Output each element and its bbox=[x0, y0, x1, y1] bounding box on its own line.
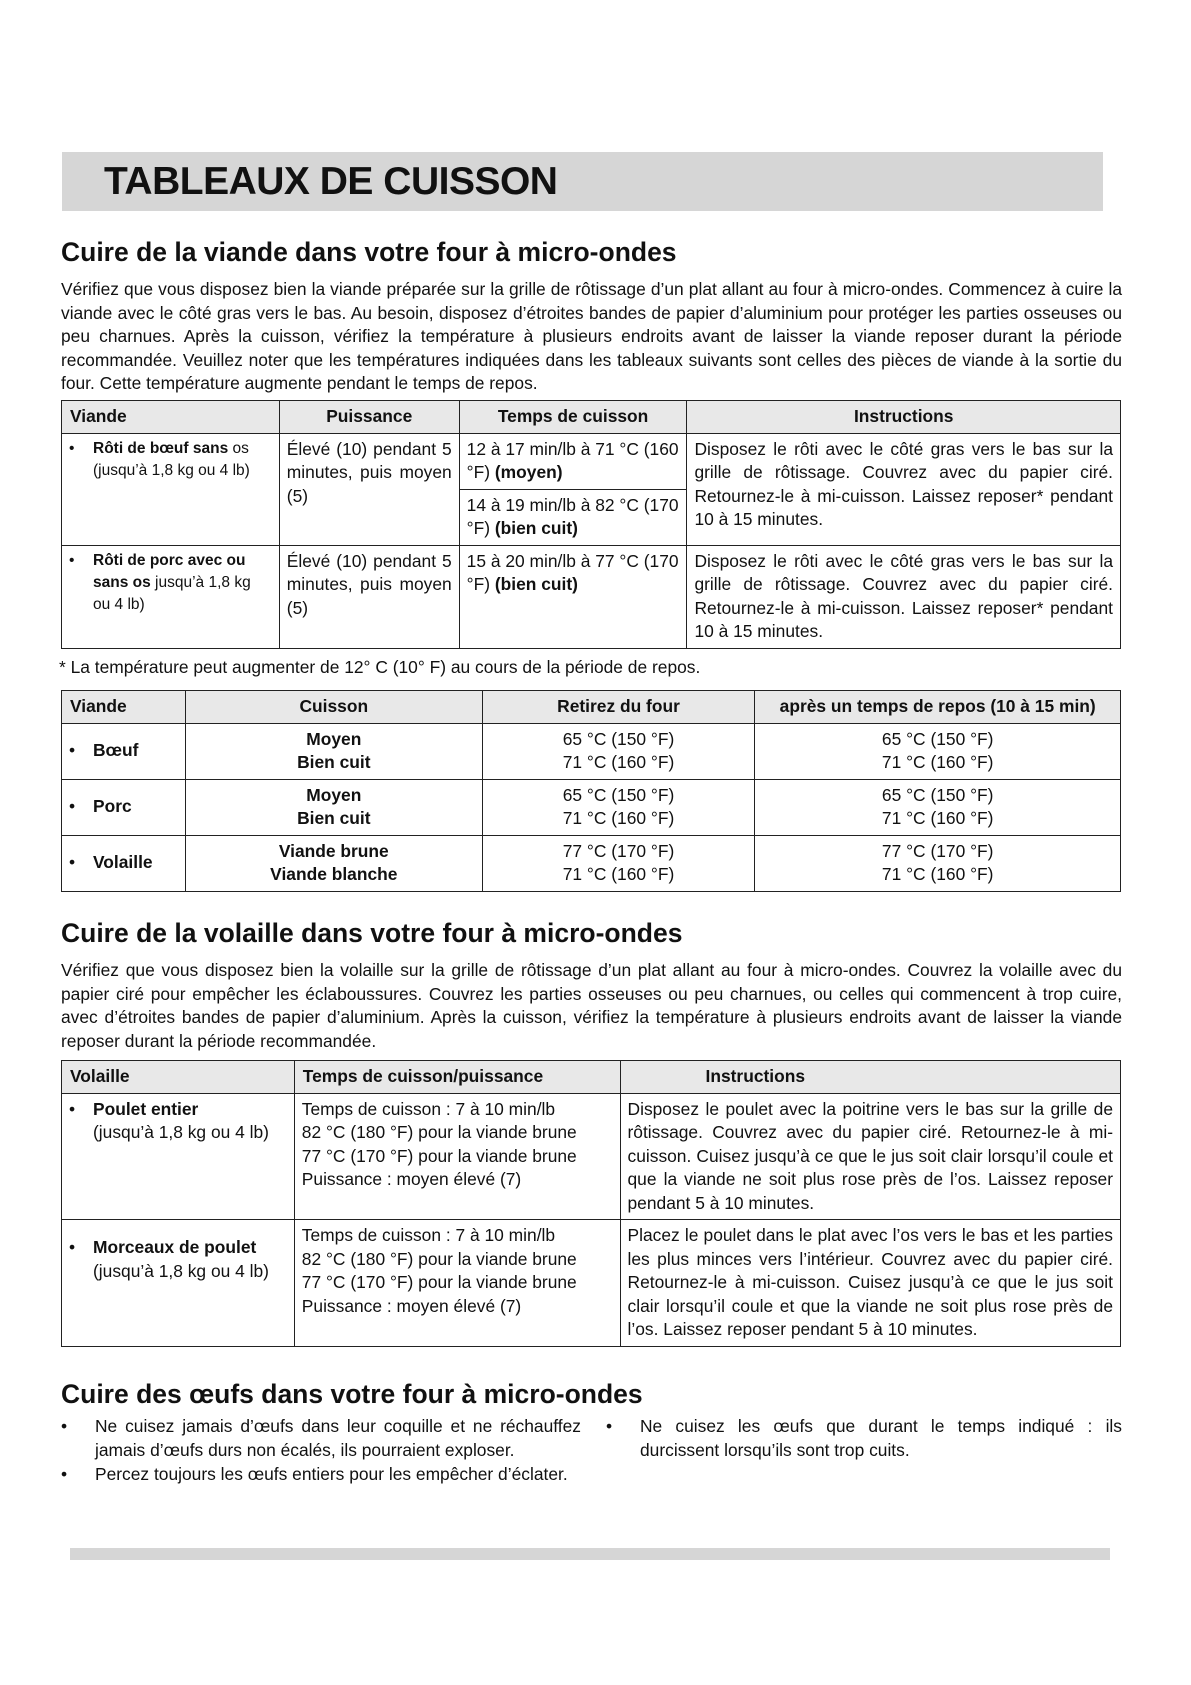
cuisson-1: Viande brune bbox=[278, 840, 389, 861]
tip-text: Percez toujours les œufs entiers pour les empêcher d’éclater. bbox=[95, 1464, 568, 1484]
table-header-row bbox=[62, 691, 1121, 724]
time-line: Temps de cuisson : 7 à 10 min/lb bbox=[301, 1225, 556, 1245]
time-text: 14 à 19 min/lb à 82 °C (170 °F) bbox=[466, 494, 679, 538]
table-row bbox=[62, 723, 1121, 779]
list-item bbox=[61, 1463, 581, 1487]
col-header-repos: après un temps de repos (10 à 15 min) bbox=[755, 691, 1121, 724]
cuisson-cell bbox=[185, 723, 482, 779]
meat-name: Porc bbox=[93, 796, 132, 817]
bullet: • bbox=[606, 1416, 613, 1436]
rest-temp-2: 71 °C (160 °F) bbox=[881, 864, 994, 884]
table-row bbox=[62, 835, 1121, 891]
instructions-cell: Disposez le rôti avec le côté gras vers le bas sur la grille de rôtissage. Couvrez avec du papier ciré. Retournez-le à mi-cuisson. Laissez reposer* pendant 10 à 15 minutes. bbox=[687, 545, 1121, 648]
footer-bar bbox=[70, 1548, 1110, 1560]
table-header-row bbox=[62, 1061, 1121, 1094]
time-cell bbox=[459, 433, 687, 489]
cuisson-2: Bien cuit bbox=[297, 808, 371, 828]
time-text: 15 à 20 min/lb à 77 °C (170 °F) bbox=[466, 550, 679, 594]
table-row bbox=[62, 1093, 1121, 1220]
time-cell bbox=[459, 489, 687, 545]
time-text: 12 à 17 min/lb à 71 °C (160 °F) bbox=[466, 438, 679, 482]
title-banner bbox=[62, 152, 1103, 211]
rest-temp-1: 65 °C (150 °F) bbox=[881, 728, 994, 749]
bullet: • bbox=[61, 1416, 68, 1436]
meat-detail: os (jusqu’à 1,8 kg ou 4 lb) bbox=[93, 439, 250, 479]
rest-temp-1: 77 °C (170 °F) bbox=[881, 840, 994, 861]
temp-line: 77 °C (170 °F) pour la viande brune bbox=[301, 1145, 577, 1166]
power-line: Puissance : moyen élevé (7) bbox=[301, 1169, 522, 1189]
rest-temp-2: 71 °C (160 °F) bbox=[881, 808, 994, 828]
meat-name: Rôti de porc avec ou sans os bbox=[93, 551, 246, 591]
cuisson-cell bbox=[185, 779, 482, 835]
cuisson-2: Bien cuit bbox=[297, 752, 371, 772]
bullet: • bbox=[61, 1464, 68, 1484]
footnote: * La température peut augmenter de 12° C (10° F) au cours de la période de repos. bbox=[59, 657, 701, 677]
temperature-table bbox=[61, 690, 1121, 892]
meat-roast-table bbox=[61, 400, 1121, 649]
tip-text: Ne cuisez les œufs que durant le temps indiqué : ils durcissent lorsqu’ils sont trop cuits. bbox=[640, 1416, 1122, 1460]
power-cell: Élevé (10) pendant 5 minutes, puis moyen (5) bbox=[279, 433, 459, 545]
poultry-table bbox=[61, 1060, 1121, 1347]
meat-name: Volaille bbox=[93, 852, 153, 873]
remove-temp-2: 71 °C (160 °F) bbox=[562, 808, 675, 828]
eggs-heading: Cuire des œufs dans votre four à micro-ondes bbox=[61, 1379, 643, 1409]
remove-temp-1: 65 °C (150 °F) bbox=[562, 784, 675, 805]
col-header-temps: Temps de cuisson bbox=[459, 401, 687, 434]
meat-name: Bœuf bbox=[93, 740, 139, 761]
cuisson-2: Viande blanche bbox=[270, 864, 398, 884]
meat-cell: • Bœuf bbox=[62, 723, 186, 779]
rest-temp-1: 65 °C (150 °F) bbox=[881, 784, 994, 805]
time-power-cell bbox=[294, 1220, 620, 1347]
temp-line: 77 °C (170 °F) pour la viande brune bbox=[301, 1272, 577, 1292]
col-header-cuisson: Cuisson bbox=[185, 691, 482, 724]
col-header-puissance: Puissance bbox=[279, 401, 459, 434]
instructions-cell: Disposez le poulet avec la poitrine vers le bas sur la grille de rôtissage. Couvrez avec du papier ciré. Retournez-le à mi-cuisson. Cuisez jusqu’à ce que le jus soit clair lorsqu’il coule et que la viande ne soit plus rose près de l’os. Laissez reposer pendant 5 à 10 minutes. bbox=[620, 1093, 1120, 1220]
table-row bbox=[62, 433, 1121, 489]
rest-cell bbox=[755, 723, 1121, 779]
instructions-cell: Disposez le rôti avec le côté gras vers le bas sur la grille de rôtissage. Couvrez avec du papier ciré. Retournez-le à mi-cuisson. Laissez reposer* pendant 10 à 15 minutes. bbox=[687, 433, 1121, 545]
poultry-detail: (jusqu’à 1,8 kg ou 4 lb) bbox=[93, 1260, 269, 1281]
col-header-instructions: Instructions bbox=[687, 401, 1121, 434]
cuisson-1: Moyen bbox=[306, 728, 362, 749]
col-header-retirez: Retirez du four bbox=[482, 691, 755, 724]
remove-temp-2: 71 °C (160 °F) bbox=[562, 752, 675, 772]
poultry-cell: • Poulet entier (jusqu’à 1,8 kg ou 4 lb) bbox=[62, 1093, 295, 1220]
poultry-name: Morceaux de poulet bbox=[93, 1237, 257, 1257]
meat-paragraph: Vérifiez que vous disposez bien la viande préparée sur la grille de rôtissage d’un plat allant au four à micro-ondes. Commencez à cuire la viande avec le côté gras vers le bas. Au besoin, disposez d’étroites bandes de papier d’aluminium pour protéger les parties osseuses ou peu charnues. Après la cuisson, vérifiez la température à plusieurs endroits avant de laisser la viande reposer durant la période recommandée. Veuillez noter que les températures indiquées dans les tableaux suivants sont celles des pièces de viande à la sortie du four. Cette température augmente pendant le temps de repos. bbox=[61, 279, 1122, 393]
col-header-instructions: Instructions bbox=[620, 1061, 1120, 1094]
remove-temp-1: 65 °C (150 °F) bbox=[562, 728, 675, 749]
poultry-name: Poulet entier bbox=[93, 1098, 199, 1119]
rest-cell bbox=[755, 779, 1121, 835]
power-cell: Élevé (10) pendant 5 minutes, puis moyen (5) bbox=[279, 545, 459, 648]
col-header-volaille: Volaille bbox=[62, 1061, 295, 1094]
col-header-temps-puissance: Temps de cuisson/puissance bbox=[294, 1061, 620, 1094]
list-item bbox=[606, 1415, 1122, 1462]
tip-text: Ne cuisez jamais d’œufs dans leur coquille et ne réchauffez jamais d’œufs durs non écalés, ils pourraient exploser. bbox=[95, 1416, 581, 1460]
table-row bbox=[62, 1220, 1121, 1347]
remove-cell bbox=[482, 835, 755, 891]
time-doneness: (bien cuit) bbox=[494, 574, 578, 594]
poultry-heading: Cuire de la volaille dans votre four à micro-ondes bbox=[61, 918, 683, 948]
instructions-cell: Placez le poulet dans le plat avec l’os vers le bas et les parties les plus minces vers l’intérieur. Couvrez avec du papier ciré. Retournez-le à mi-cuisson. Cuisez jusqu’à ce que le jus soit clair lorsqu’il coule et que la viande ne soit plus rose près de l’os. Laissez reposer pendant 5 à 10 minutes. bbox=[620, 1220, 1120, 1347]
power-line: Puissance : moyen élevé (7) bbox=[301, 1295, 522, 1316]
time-power-cell bbox=[294, 1093, 620, 1220]
eggs-tips bbox=[61, 1415, 1122, 1488]
time-doneness: (moyen) bbox=[494, 462, 563, 482]
remove-cell bbox=[482, 779, 755, 835]
meat-detail: jusqu’à 1,8 kg ou 4 lb) bbox=[93, 573, 251, 613]
poultry-paragraph: Vérifiez que vous disposez bien la volaille sur la grille de rôtissage d’un plat allant au four à micro-ondes. Couvrez la volaille avec du papier ciré pour empêcher les éclaboussures. Couvrez les parties osseuses ou peu charnues, ou celles qui commencent à trop cuire, avec d’étroites bandes de papier d’aluminium. Après la cuisson, vérifiez la température à plusieurs endroits avant de laisser la viande reposer durant la période recommandée. bbox=[61, 960, 1122, 1051]
poultry-detail: (jusqu’à 1,8 kg ou 4 lb) bbox=[93, 1122, 269, 1142]
meat-cell: • Rôti de bœuf sans os (jusqu’à 1,8 kg ou 4 lb) bbox=[62, 433, 280, 545]
col-header-viande: Viande bbox=[62, 401, 280, 434]
remove-temp-1: 77 °C (170 °F) bbox=[562, 840, 675, 861]
table-row bbox=[62, 779, 1121, 835]
table-header-row bbox=[62, 401, 1121, 434]
eggs-left-column bbox=[61, 1415, 581, 1488]
meat-name: Rôti de bœuf sans bbox=[93, 439, 229, 457]
rest-temp-2: 71 °C (160 °F) bbox=[881, 752, 994, 772]
table-row bbox=[62, 545, 1121, 648]
page-title: TABLEAUX DE CUISSON bbox=[104, 160, 558, 203]
poultry-cell: • Morceaux de poulet (jusqu’à 1,8 kg ou 4 lb) bbox=[62, 1220, 295, 1347]
list-item bbox=[61, 1415, 581, 1462]
time-line: Temps de cuisson : 7 à 10 min/lb bbox=[301, 1098, 556, 1119]
temp-line: 82 °C (180 °F) pour la viande brune bbox=[301, 1248, 577, 1269]
remove-temp-2: 71 °C (160 °F) bbox=[562, 864, 675, 884]
rest-cell bbox=[755, 835, 1121, 891]
eggs-right-column bbox=[606, 1415, 1122, 1488]
remove-cell bbox=[482, 723, 755, 779]
meat-cell: • Rôti de porc avec ou sans os jusqu’à 1,8 kg ou 4 lb) bbox=[62, 545, 280, 648]
time-doneness: (bien cuit) bbox=[494, 518, 578, 538]
meat-cell: • Porc bbox=[62, 779, 186, 835]
cuisson-1: Moyen bbox=[306, 784, 362, 805]
col-header-viande: Viande bbox=[62, 691, 186, 724]
meat-heading: Cuire de la viande dans votre four à micro-ondes bbox=[61, 237, 677, 267]
time-cell bbox=[459, 545, 687, 648]
cuisson-cell bbox=[185, 835, 482, 891]
meat-cell: • Volaille bbox=[62, 835, 186, 891]
temp-line: 82 °C (180 °F) pour la viande brune bbox=[301, 1122, 577, 1142]
